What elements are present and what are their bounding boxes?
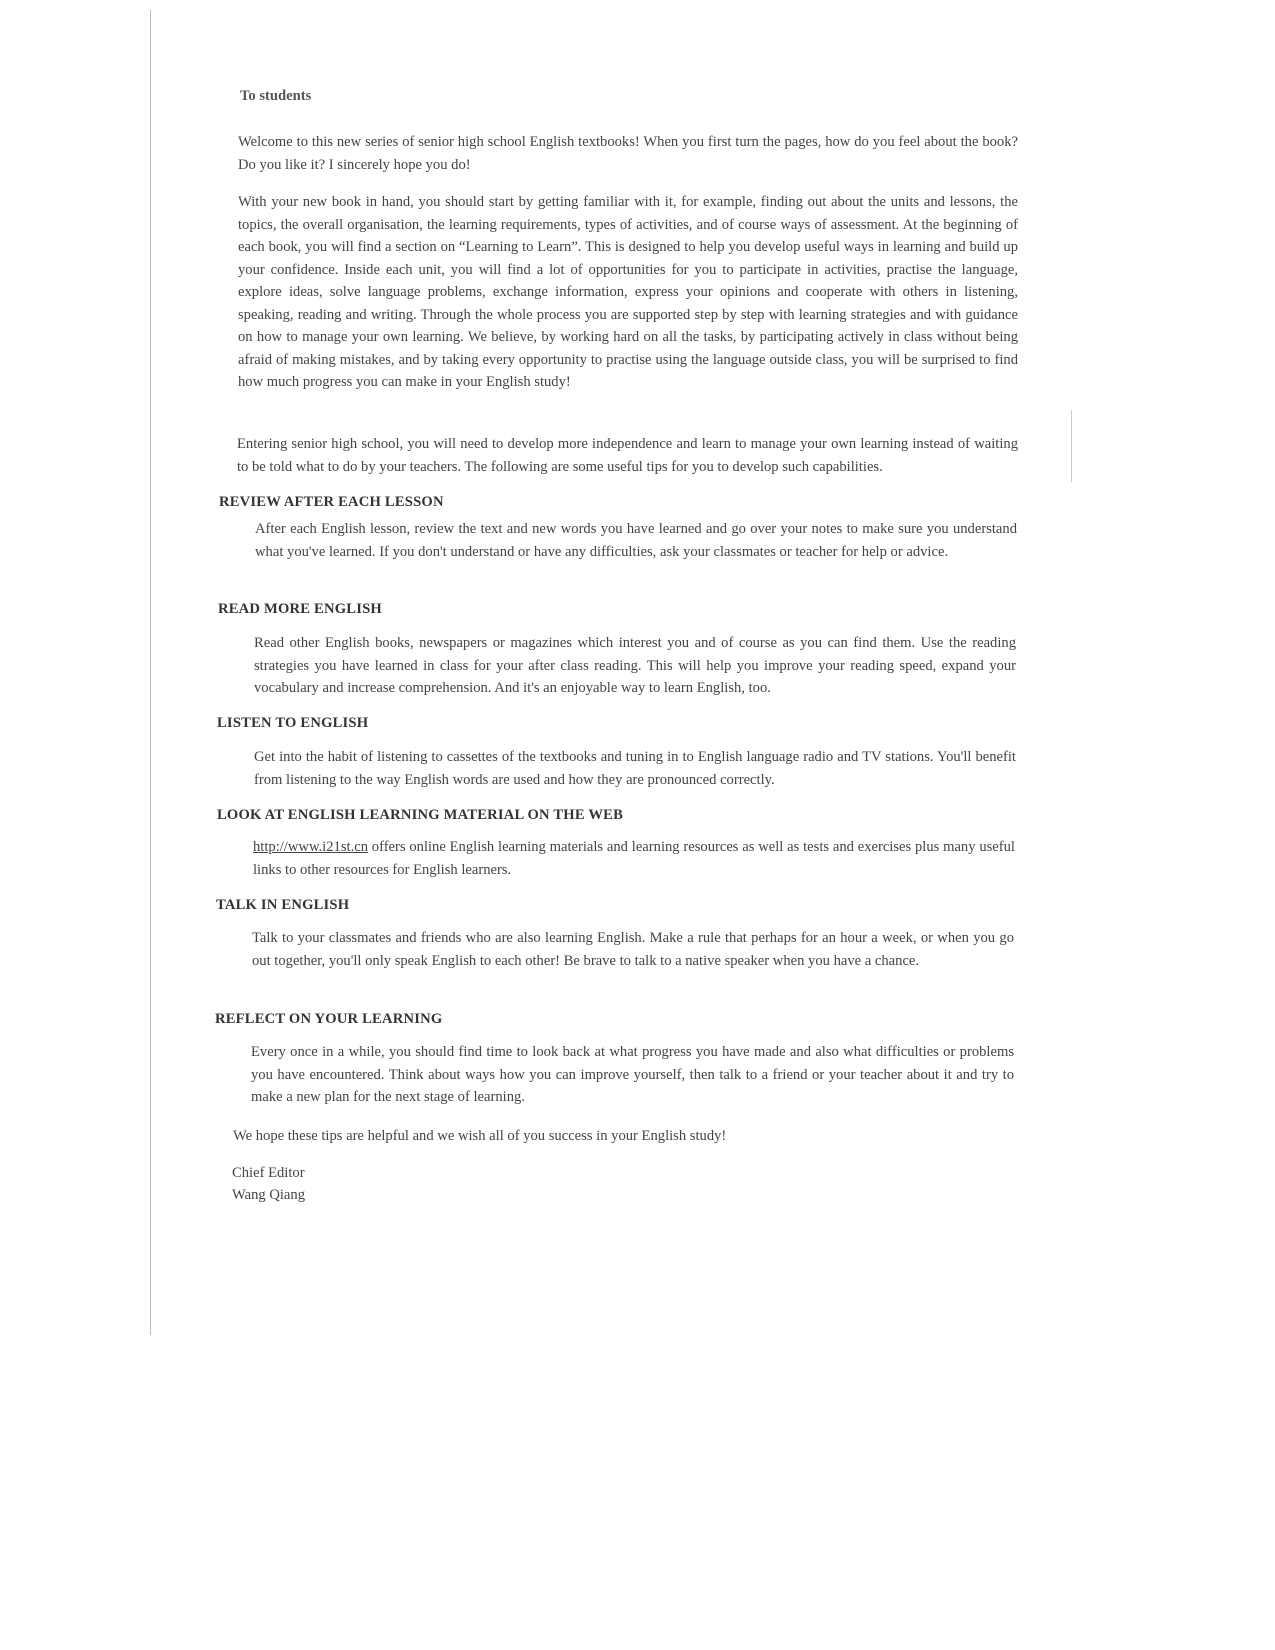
intro-paragraph-1: Welcome to this new series of senior high school English textbooks! When you first turn the pages, how do you feel about the book? Do you like it? I sincerely hope you do! xyxy=(238,134,1018,173)
signature-role: Chief Editor xyxy=(232,1165,305,1181)
section-heading-read: READ MORE ENGLISH xyxy=(218,601,382,617)
section-heading-review: REVIEW AFTER EACH LESSON xyxy=(219,494,444,510)
signature-name: Wang Qiang xyxy=(232,1187,305,1203)
section-heading-talk: TALK IN ENGLISH xyxy=(216,897,350,913)
section-body-web xyxy=(253,836,1015,881)
scan-margin-line xyxy=(150,10,151,1335)
section-heading-web: LOOK AT ENGLISH LEARNING MATERIAL ON THE WEB xyxy=(217,807,624,823)
page-title: To students xyxy=(240,88,312,104)
website-link[interactable]: http://www.i21st.cn xyxy=(253,839,368,855)
section-body-listen: Get into the habit of listening to cassettes of the textbooks and tuning in to English language radio and TV stations. You'll benefit from listening to the way English words are used and how they are pronounced correctly. xyxy=(254,749,1016,788)
intro-paragraph-3: Entering senior high school, you will need to develop more independence and learn to manage your own learning instead of waiting to be told what to do by your teachers. The following are some useful tips for you to develop such capabilities. xyxy=(237,436,1018,475)
closing-text: We hope these tips are helpful and we wish all of you success in your English study! xyxy=(233,1128,727,1144)
section-heading-listen: LISTEN TO ENGLISH xyxy=(217,715,369,731)
scan-mark xyxy=(1071,410,1072,482)
intro-paragraph-2: With your new book in hand, you should start by getting familiar with it, for example, finding out about the units and lessons, the topics, the overall organisation, the learning requirements, types of activities, and of course ways of assessment. At the beginning of each book, you will find a section on “Learning to Learn”. This is designed to help you develop useful ways in learning and build up your confidence. Inside each unit, you will find a lot of opportunities for you to participate in activities, practise the language, explore ideas, solve language problems, exchange information, express your opinions and cooperate with others in listening, speaking, reading and writing. Through the whole process you are supported step by step with learning strategies and with guidance on how to manage your own learning. We believe, by working hard on all the tasks, by participating actively in class without being afraid of making mistakes, and by taking every opportunity to practise using the language outside class, you will be surprised to find how much progress you can make in your English study! xyxy=(238,194,1018,390)
section-body-review: After each English lesson, review the text and new words you have learned and go over your notes to make sure you understand what you've learned. If you don't understand or have any difficulties, ask your classmates or teacher for help or advice. xyxy=(255,521,1017,560)
section-body-talk: Talk to your classmates and friends who are also learning English. Make a rule that perhaps for an hour a week, or when you go out together, you'll only speak English to each other! Be brave to talk to a native speaker when you have a chance. xyxy=(252,930,1014,969)
section-body-reflect: Every once in a while, you should find time to look back at what progress you have made and also what difficulties or problems you have encountered. Think about ways how you can improve yourself, then talk to a friend or your teacher about it and try to make a new plan for the next stage of learning. xyxy=(251,1044,1014,1105)
section-body-read: Read other English books, newspapers or magazines which interest you and of course as you can find them. Use the reading strategies you have learned in class for your after class reading. This will help you improve your reading speed, expand your vocabulary and increase comprehension. And it's an enjoyable way to learn English, too. xyxy=(254,635,1016,696)
section-heading-reflect: REFLECT ON YOUR LEARNING xyxy=(215,1011,443,1027)
section-body-web-text: offers online English learning materials and learning resources as well as tests and exercises plus many useful links to other resources for English learners. xyxy=(253,839,1015,878)
